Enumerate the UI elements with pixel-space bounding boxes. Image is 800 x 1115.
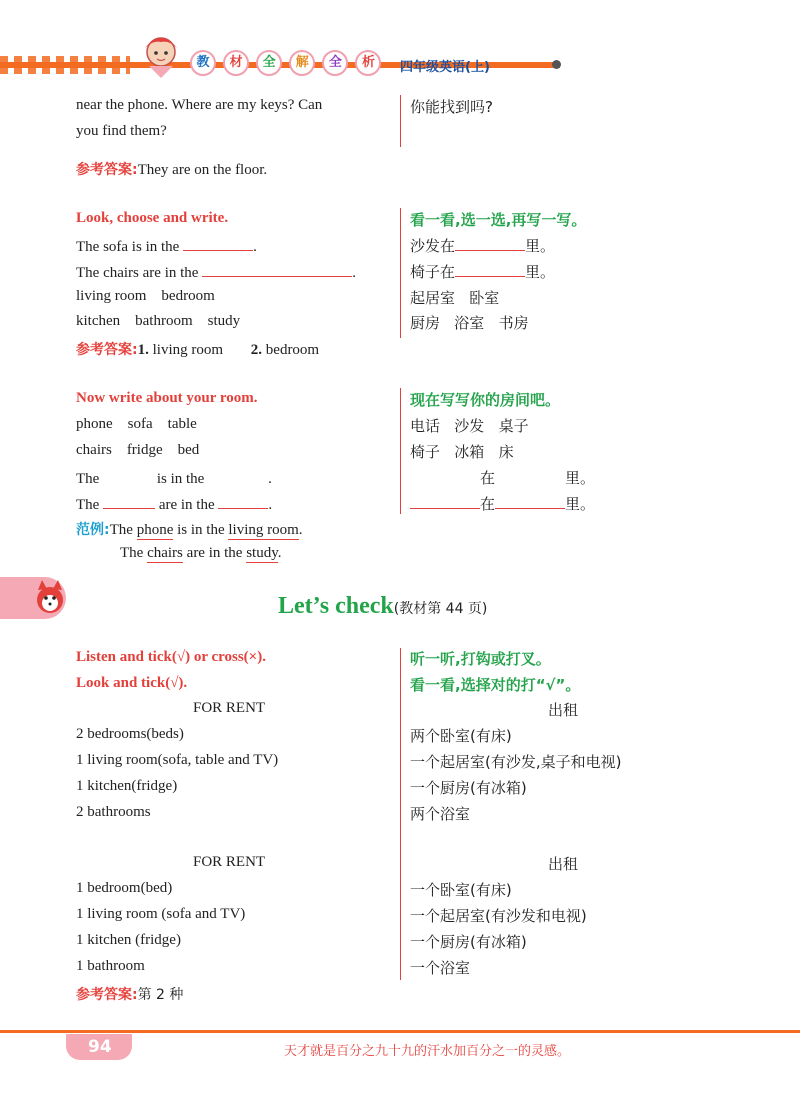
- look-line-sofa: The sofa is in the .: [76, 236, 257, 256]
- look-heading-en: Look, choose and write.: [76, 210, 229, 226]
- rent2-item-3: 1 kitchen (fridge): [76, 932, 181, 948]
- rent2-zh-title: 出租: [548, 855, 579, 873]
- blank-zh-chairs[interactable]: [455, 262, 525, 277]
- blank-sofa[interactable]: [183, 236, 253, 251]
- top-zh-line1: 你能找到吗?: [410, 98, 493, 116]
- top-answer: [76, 159, 267, 179]
- rent1-item-3: 1 kitchen(fridge): [76, 778, 178, 794]
- title-char-4: 解: [289, 50, 315, 76]
- write-line-is: The is in the .: [76, 468, 272, 488]
- blank-zh-write-2a[interactable]: [410, 494, 480, 509]
- header-dash-pattern: [0, 56, 130, 74]
- answer-label: 参考答案:: [76, 342, 138, 358]
- title-char-5: 全: [322, 50, 348, 76]
- title-char-1: 教: [190, 50, 216, 76]
- write-heading-zh: 现在写写你的房间吧。: [410, 391, 561, 409]
- answer-text: 第 2 种: [137, 987, 184, 1003]
- cartoon-girl-icon: [133, 32, 189, 80]
- rent1-item-1: 2 bedrooms(beds): [76, 726, 184, 742]
- rent1-item-2: 1 living room(sofa, table and TV): [76, 752, 279, 768]
- look-zh-rooms-2: 厨房 浴室 书房: [410, 314, 529, 332]
- rent1-zh-item-3: 一个厨房(有冰箱): [410, 779, 527, 797]
- write-zh-words-1: 电话 沙发 桌子: [410, 417, 529, 435]
- blank-write-2b[interactable]: [218, 494, 268, 509]
- blank-zh-sofa[interactable]: [455, 236, 525, 251]
- rent1-zh-item-2: 一个起居室(有沙发,桌子和电视): [410, 753, 622, 771]
- check-answer: [76, 984, 183, 1004]
- write-heading-en: Now write about your room.: [76, 390, 258, 406]
- check-heading-en2: Look and tick(√).: [76, 675, 188, 691]
- blank-chairs[interactable]: [202, 262, 352, 277]
- rent1-zh-item-1: 两个卧室(有床): [410, 727, 512, 745]
- look-rooms-1: living room bedroom: [76, 288, 215, 304]
- rent1-item-4: 2 bathrooms: [76, 804, 151, 820]
- page-number: 94: [88, 1037, 112, 1057]
- write-zh-words-2: 椅子 冰箱 床: [410, 443, 514, 461]
- rent2-zh-item-1: 一个卧室(有床): [410, 881, 512, 899]
- top-en-line2: you find them?: [76, 123, 167, 139]
- title-char-2: 材: [223, 50, 249, 76]
- write-zh-line-1: 在 里。: [410, 467, 595, 488]
- check-heading-zh1: 听一听,打钩或打叉。: [410, 650, 551, 668]
- look-rooms-2: kitchen bathroom study: [76, 313, 241, 329]
- write-words-2: chairs fridge bed: [76, 442, 200, 458]
- answer-label: 参考答案:: [76, 987, 138, 1003]
- blank-zh-write-1a[interactable]: [410, 468, 480, 483]
- footer-quote: 天才就是百分之九十九的汗水加百分之一的灵感。: [284, 1044, 571, 1059]
- check-title: Let’s check(教材第 44 页): [278, 593, 488, 619]
- header-dot: [552, 60, 561, 69]
- answer-label: 参考答案:: [76, 162, 138, 178]
- write-example-2: The chairs are in the study.: [120, 545, 282, 561]
- look-zh-sofa: 沙发在 里。: [410, 237, 556, 255]
- answer-text: They are on the floor.: [137, 162, 268, 178]
- write-words-1: phone sofa table: [76, 416, 197, 432]
- look-heading-zh: 看一看,选一选,再写一写。: [410, 211, 587, 229]
- write-example-1: 范例:The phone is in the living room.: [76, 522, 303, 538]
- title-char-6: 析: [355, 50, 381, 76]
- check-heading-en1: Listen and tick(√) or cross(×).: [76, 649, 266, 665]
- rent1-zh-item-4: 两个浴室: [410, 805, 471, 823]
- rent2-zh-item-2: 一个起居室(有沙发和电视): [410, 907, 587, 925]
- blank-write-1a[interactable]: [103, 468, 153, 483]
- check-heading-zh2: 看一看,选择对的打“√”。: [410, 676, 581, 694]
- blank-zh-write-2b[interactable]: [495, 494, 565, 509]
- look-line-chairs: The chairs are in the .: [76, 262, 356, 282]
- rent2-item-4: 1 bathroom: [76, 958, 145, 974]
- rent2-zh-item-4: 一个浴室: [410, 959, 471, 977]
- write-line-are: The are in the .: [76, 494, 272, 514]
- rent2-item-2: 1 living room (sofa and TV): [76, 906, 246, 922]
- rent1-title: FOR RENT: [193, 700, 266, 716]
- look-zh-rooms-1: 起居室 卧室: [410, 289, 500, 307]
- look-zh-chairs: 椅子在 里。: [410, 263, 556, 281]
- blank-write-2a[interactable]: [103, 494, 155, 509]
- cartoon-fox-icon: [30, 578, 70, 618]
- header-subtitle: 四年级英语(上): [400, 60, 490, 75]
- title-char-3: 全: [256, 50, 282, 76]
- check-title-note: (教材第 44 页): [393, 601, 488, 617]
- example-label: 范例:: [76, 522, 110, 538]
- rent2-zh-item-3: 一个厨房(有冰箱): [410, 933, 527, 951]
- footer-rule: [0, 1030, 800, 1033]
- write-zh-line-2: 在 里。: [410, 493, 595, 514]
- rent2-item-1: 1 bedroom(bed): [76, 880, 173, 896]
- rent1-zh-title: 出租: [548, 701, 579, 719]
- rent2-title: FOR RENT: [193, 854, 266, 870]
- top-en-line1: near the phone. Where are my keys? Can: [76, 97, 323, 113]
- header-title: [190, 50, 383, 76]
- blank-zh-write-1b[interactable]: [495, 468, 565, 483]
- look-answer: 参考答案:1. living room 2. bedroom: [76, 342, 320, 358]
- blank-write-1b[interactable]: [208, 468, 268, 483]
